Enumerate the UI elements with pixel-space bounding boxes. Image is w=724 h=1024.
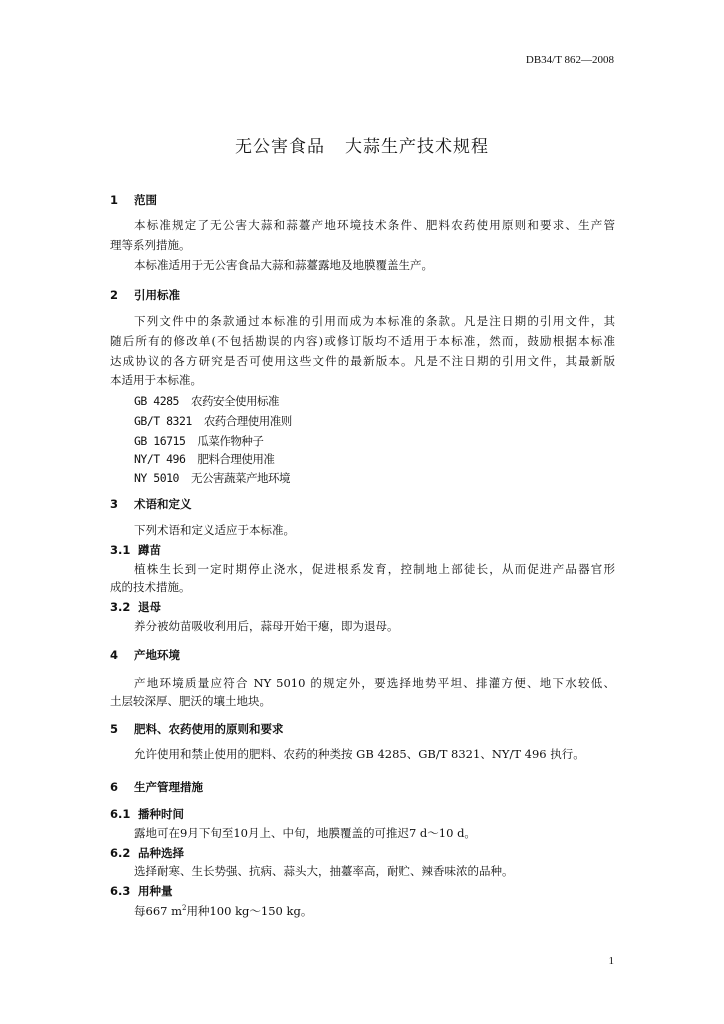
paragraph-line: 植株生长到一定时期停止浇水，促进根系发育，控制地上部徒长，从而促进产品器官形 — [134, 562, 615, 576]
subsection-heading-sowing-time: 6.1 播种时间 — [110, 807, 184, 821]
section-heading-references: 2 引用标准 — [110, 288, 180, 302]
section-heading-scope: 1 范围 — [110, 193, 157, 207]
paragraph-line: 土层较深厚、肥沃的壤土地块。 — [110, 694, 271, 708]
reference-item: GB 4285 农药安全使用标准 — [134, 394, 279, 408]
subsection-heading-seed-amount: 6.3 用种量 — [110, 884, 173, 898]
term-heading-dunmiao: 3.1 蹲苗 — [110, 543, 161, 557]
reference-item: NY 5010 无公害蔬菜产地环境 — [134, 471, 290, 485]
section-heading-fertilizer: 5 肥料、农药使用的原则和要求 — [110, 722, 284, 736]
section-heading-management: 6 生产管理措施 — [110, 780, 203, 794]
paragraph-line: 下列术语和定义适应于本标准。 — [134, 523, 295, 537]
paragraph-line: 允许使用和禁止使用的肥料、农药的种类按 GB 4285、GB/T 8321、NY/T 496 执行。 — [134, 747, 585, 761]
paragraph-line: 露地可在9月下旬至10月上、中旬，地膜覆盖的可推迟7 d～10 d。 — [134, 826, 476, 840]
paragraph-line: 产地环境质量应符合 NY 5010 的规定外，要选择地势平坦、排灌方便、地下水较低、 — [134, 676, 615, 690]
title-part-2: 大蒜生产技术规程 — [345, 137, 489, 157]
title-part-1: 无公害食品 — [235, 137, 325, 157]
paragraph-line: 达成协议的各方研究是否可使用这些文件的最新版本。凡是不注日期的引用文件，其最新版 — [110, 354, 615, 368]
standard-code: DB34/T 862—2008 — [525, 54, 614, 66]
paragraph-line: 选择耐寒、生长势强、抗病、蒜头大，抽薹率高，耐贮、辣香味浓的品种。 — [134, 864, 514, 878]
paragraph-line: 随后所有的修改单(不包括勘误的内容)或修订版均不适用于本标准，然而，鼓励根据本标准 — [110, 334, 615, 348]
subsection-heading-variety: 6.2 品种选择 — [110, 846, 184, 860]
document-title — [0, 132, 724, 157]
paragraph-line: 理等系列措施。 — [110, 238, 191, 252]
paragraph-line: 本适用于本标准。 — [110, 373, 202, 387]
reference-item: GB/T 8321 农药合理使用准则 — [134, 414, 292, 428]
reference-item: NY/T 496 肥料合理使用准 — [134, 452, 275, 466]
paragraph-line: 养分被幼苗吸收利用后，蒜母开始干瘪，即为退母。 — [134, 619, 399, 633]
term-heading-tuimu: 3.2 退母 — [110, 600, 161, 614]
paragraph-line: 每667 $m^2$用种100 kg～150 kg。 — [134, 904, 313, 918]
page-number: 1 — [608, 955, 614, 967]
paragraph-line: 本标准适用于无公害食品大蒜和蒜薹露地及地膜覆盖生产。 — [134, 258, 433, 272]
section-heading-terms: 3 术语和定义 — [110, 497, 192, 511]
paragraph-line: 成的技术措施。 — [110, 580, 191, 594]
section-heading-environment: 4 产地环境 — [110, 648, 180, 662]
reference-item: GB 16715 瓜菜作物种子 — [134, 434, 264, 448]
paragraph-line: 下列文件中的条款通过本标准的引用而成为本标准的条款。凡是注日期的引用文件，其 — [134, 314, 615, 328]
paragraph-line: 本标准规定了无公害大蒜和蒜薹产地环境技术条件、肥料农药使用原则和要求、生产管 — [134, 218, 615, 232]
